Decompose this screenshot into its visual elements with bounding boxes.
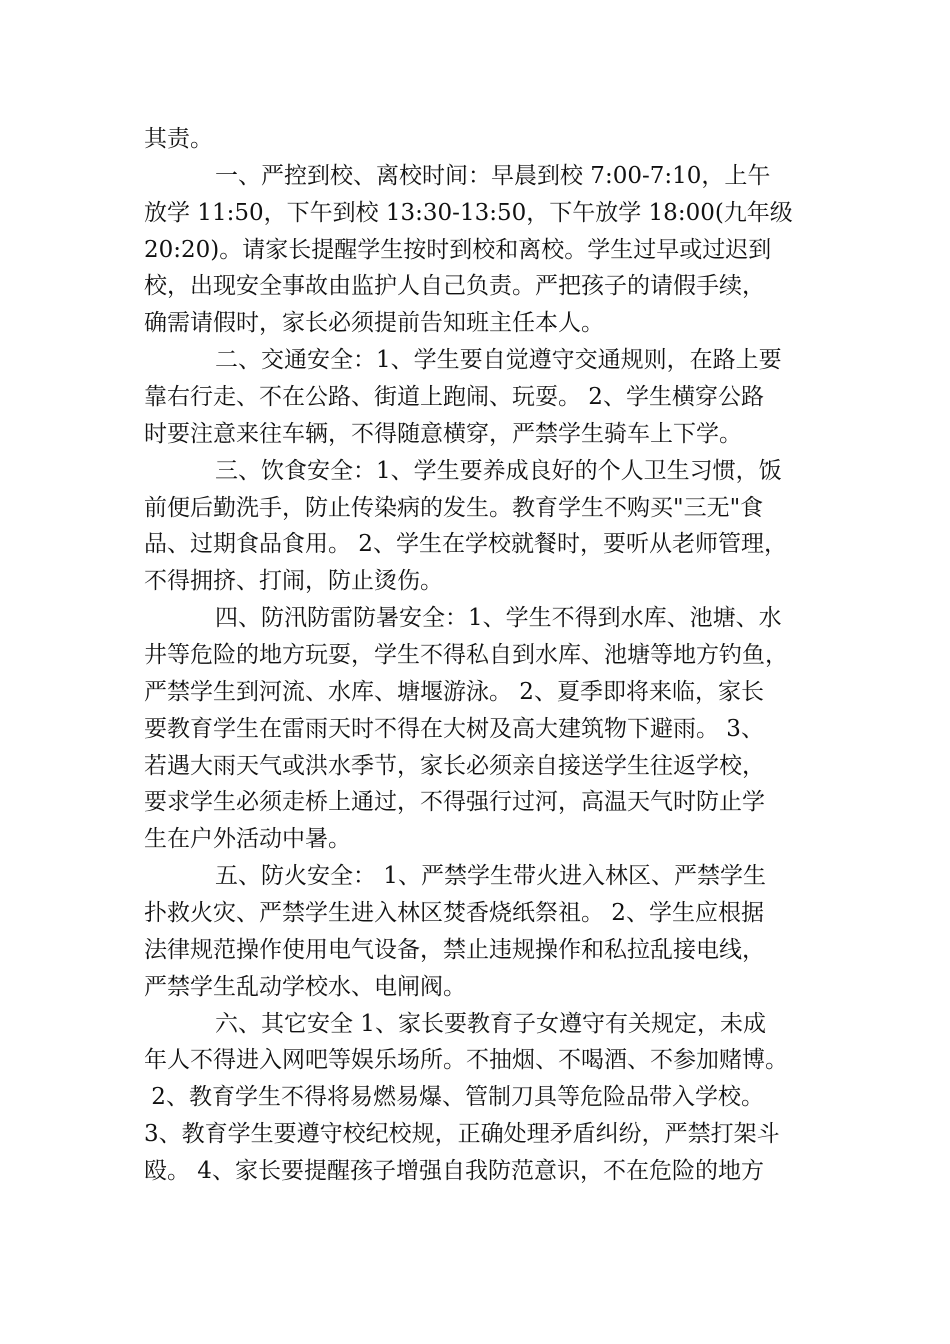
text-line: 3、教育学生要遵守校纪校规，正确处理矛盾纠纷，严禁打架斗 <box>144 1121 780 1147</box>
text-line: 年人不得进入网吧等娱乐场所。不抽烟、不喝酒、不参加赌博。 <box>144 1047 788 1073</box>
text-line: 不得拥挤、打闹，防止烫伤。 <box>144 568 443 594</box>
paragraph-first-line: 三、饮食安全：1、学生要养成良好的个人卫生习惯，饭 <box>215 458 782 484</box>
text-line: 井等危险的地方玩耍，学生不得私自到水库、池塘等地方钓鱼， <box>144 642 788 668</box>
paragraph-first-line: 六、其它安全 1、家长要教育子女遵守有关规定，未成 <box>215 1011 766 1037</box>
paragraph-first-line: 四、防汛防雷防暑安全：1、学生不得到水库、池塘、水 <box>215 605 782 631</box>
text-line: 其责。 <box>144 126 213 152</box>
text-line: 靠右行走、不在公路、街道上跑闹、玩耍。 2、学生横穿公路 <box>144 384 764 410</box>
text-line: 放学 11:50，下午到校 13:30-13:50，下午放学 18:00(九年级 <box>144 200 793 226</box>
text-line: 2、教育学生不得将易燃易爆、管制刀具等危险品带入学校。 <box>144 1084 764 1110</box>
text-line: 要求学生必须走桥上通过，不得强行过河，高温天气时防止学 <box>144 789 765 815</box>
text-line: 生在户外活动中暑。 <box>144 826 351 852</box>
text-line: 校，出现安全事故由监护人自己负责。严把孩子的请假手续， <box>144 273 765 299</box>
paragraph-first-line: 一、严控到校、离校时间：早晨到校 7:00-7:10，上午 <box>215 163 771 189</box>
text-line: 法律规范操作使用电气设备，禁止违规操作和私拉乱接电线， <box>144 937 765 963</box>
text-line: 时要注意来往车辆，不得随意横穿，严禁学生骑车上下学。 <box>144 421 742 447</box>
text-line: 严禁学生乱动学校水、电闸阀。 <box>144 974 466 1000</box>
text-line: 20:20)。请家长提醒学生按时到校和离校。学生过早或过迟到 <box>144 237 772 263</box>
text-line: 品、过期食品食用。 2、学生在学校就餐时，要听从老师管理， <box>144 531 787 557</box>
text-line: 扑救火灾、严禁学生进入林区焚香烧纸祭祖。 2、学生应根据 <box>144 900 764 926</box>
text-line: 确需请假时，家长必须提前告知班主任本人。 <box>144 310 604 336</box>
text-line: 前便后勤洗手，防止传染病的发生。教育学生不购买"三无"食 <box>144 495 764 521</box>
text-line: 若遇大雨天气或洪水季节，家长必须亲自接送学生往返学校， <box>144 753 765 779</box>
text-line: 严禁学生到河流、水库、塘堰游泳。 2、夏季即将来临，家长 <box>144 679 764 705</box>
paragraph-first-line: 五、防火安全： 1、严禁学生带火进入林区、严禁学生 <box>215 863 766 889</box>
text-line: 殴。 4、家长要提醒孩子增强自我防范意识，不在危险的地方 <box>144 1158 764 1184</box>
paragraph-first-line: 二、交通安全：1、学生要自觉遵守交通规则，在路上要 <box>215 347 782 373</box>
text-line: 要教育学生在雷雨天时不得在大树及高大建筑物下避雨。 3、 <box>144 716 764 742</box>
